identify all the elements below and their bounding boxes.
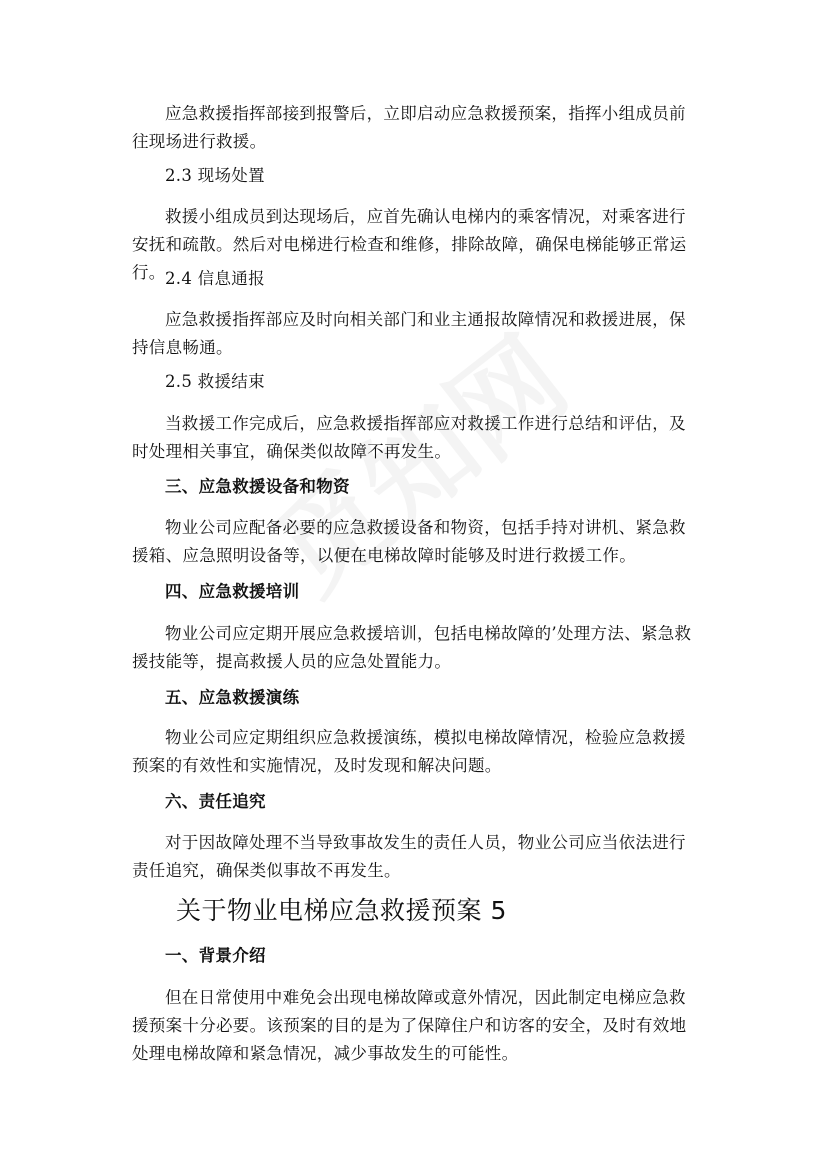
paragraph-accountability: 对于因故障处理不当导致事故发生的责任人员，物业公司应当依法进行责任追究，确保类似事故不再发生。 [132, 833, 686, 880]
paragraph-onsite: 救援小组成员到达现场后，应首先确认电梯内的乘客情况，对乘客进行安抚和疏散。然后对电梯进行检查和维修，排除故障，确保电梯能够正常运行。 [132, 207, 687, 282]
heading-section-6: 六、责任追究 [165, 792, 266, 811]
paragraph-background: 但在日常使用中难免会出现电梯故障或意外情况，因此制定电梯应急救援预案十分必要。该预案的目的是为了保障住户和访客的安全，及时有效地处理电梯故障和紧急情况，减少事故发生的可能性。 [132, 988, 687, 1063]
paragraph-drill: 物业公司应定期组织应急救援演练，模拟电梯故障情况，检验应急救援预案的有效性和实施情况，及时发现和解决问题。 [132, 728, 686, 775]
document-title: 关于物业电梯应急救援预案 5 [176, 896, 507, 925]
paragraph-notify: 应急救援指挥部应及时向相关部门和业主通报故障情况和救援进展，保持信息畅通。 [132, 310, 686, 357]
paragraph-end: 当救援工作完成后，应急救援指挥部应对救援工作进行总结和评估，及时处理相关事宜，确保类似故障不再发生。 [132, 414, 686, 461]
heading-section-5: 五、应急救援演练 [165, 688, 300, 707]
heading-2-5: 2.5 救援结束 [165, 372, 265, 391]
paragraph-equipment: 物业公司应配备必要的应急救援设备和物资，包括手持对讲机、紧急救援箱、应急照明设备等，以便在电梯故障时能够及时进行救援工作。 [132, 518, 686, 565]
heading-background: 一、背景介绍 [165, 946, 266, 965]
paragraph-training: 物业公司应定期开展应急救援培训，包括电梯故障的’处理方法、紧急救援技能等，提高救援人员的应急处置能力。 [132, 624, 692, 671]
heading-section-4: 四、应急救援培训 [165, 582, 300, 601]
heading-2-4: 2.4 信息通报 [165, 269, 265, 288]
heading-section-3: 三、应急救援设备和物资 [165, 477, 350, 496]
paragraph-rescue-start: 应急救援指挥部接到报警后，立即启动应急救援预案，指挥小组成员前往现场进行救援。 [132, 104, 686, 151]
heading-2-3: 2.3 现场处置 [165, 166, 265, 185]
